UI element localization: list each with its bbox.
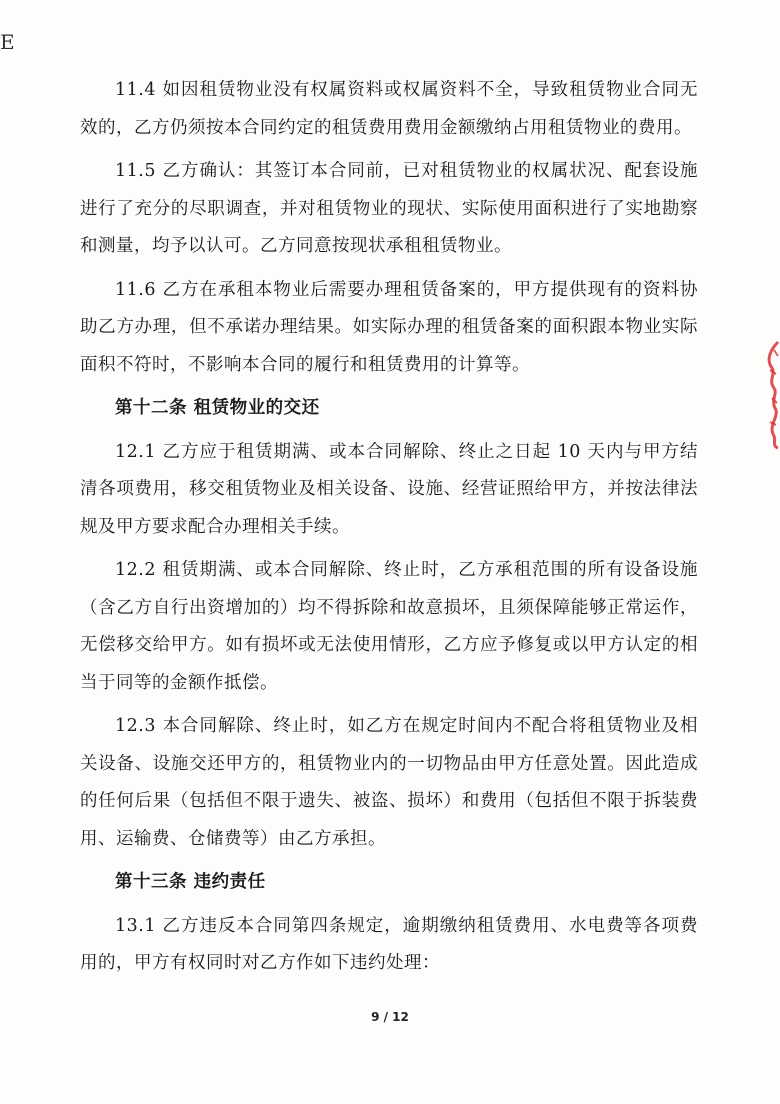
clause-11-5: 11.5 乙方确认：其签订本合同前，已对租赁物业的权属状况、配套设施进行了充分的尽职调查，并对租赁物业的现状、实际使用面积进行了实地勘察和测量，均予以认可。乙方同意按现状承租租赁物业。 [80, 161, 698, 256]
clause-11-6: 11.6 乙方在承租本物业后需要办理租赁备案的，甲方提供现有的资料协助乙方办理，但不承诺办理结果。如实际办理的租赁备案的面积跟本物业实际面积不符时，不影响本合同的履行和租赁费用的计算等。 [80, 279, 698, 375]
document-body [80, 72, 698, 989]
clause-12-2: 12.2 租赁期满、或本合同解除、终止时，乙方承租范围的所有设备设施（含乙方自行出资增加的）均不得拆除和故意损坏，且须保障能够正常运作，无偿移交给甲方。如有损坏或无法使用情形，乙方应予修复或以甲方认定的相当于同等的金额作抵偿。 [80, 560, 698, 693]
page-number: 9 / 12 [371, 1010, 409, 1024]
edge-mark: E [0, 30, 15, 54]
clause-12-1: 12.1 乙方应于租赁期满、或本合同解除、终止之日起 10 天内与甲方结清各项费用，移交租赁物业及相关设备、设施、经营证照给甲方，并按法律法规及甲方要求配合办理相关手续。 [80, 441, 698, 537]
article-13-heading: 第十三条 违约责任 [115, 872, 266, 892]
clause-13-1: 13.1 乙方违反本合同第四条规定，逾期缴纳租赁费用、水电费等各项费用的，甲方有权同时对乙方作如下违约处理： [80, 915, 698, 973]
clause-12-3: 12.3 本合同解除、终止时，如乙方在规定时间内不配合将租赁物业及相关设备、设施交还甲方的，租赁物业内的一切物品由甲方任意处置。因此造成的任何后果（包括但不限于遗失、被盗、损坏）和费用（包括但不限于拆装费用、运输费、仓储费等）由乙方承担。 [80, 716, 698, 849]
seal-stamp-fragment [760, 340, 780, 450]
clause-11-4: 11.4 如因租赁物业没有权属资料或权属资料不全，导致租赁物业合同无效的，乙方仍须按本合同约定的租赁费用费用金额缴纳占用租赁物业的费用。 [80, 80, 698, 138]
article-12-heading: 第十二条 租赁物业的交还 [115, 398, 320, 418]
